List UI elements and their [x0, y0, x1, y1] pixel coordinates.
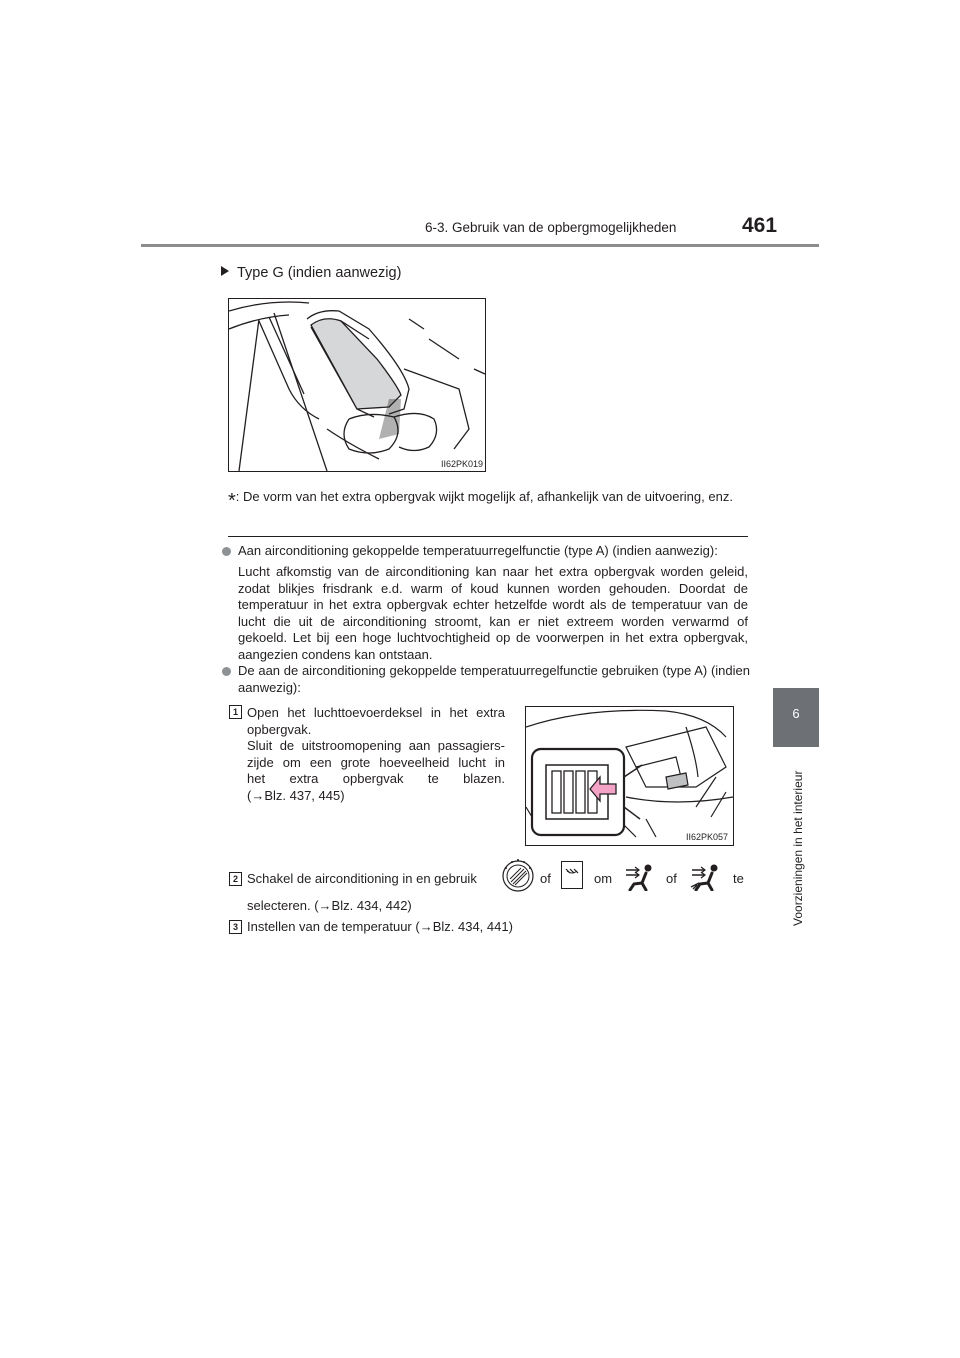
bullet-dot-icon — [222, 667, 231, 676]
or-text: of — [666, 871, 677, 886]
console-drawing — [229, 299, 485, 471]
to-text-end: te — [733, 871, 744, 886]
bullet-item: Aan airconditioning gekoppelde temperatuurregelfunctie (type A) (indien aanwezig): — [222, 543, 750, 560]
section-divider — [228, 536, 748, 537]
face-airflow-icon — [624, 863, 654, 896]
page-number: 461 — [742, 214, 778, 237]
chapter-tab: 6 — [773, 688, 819, 747]
section-title: 6-3. Gebruik van de opbergmogelijkheden — [425, 220, 677, 235]
footnote: *: De vorm van het extra opbergvak wijkt mogelijk af, afhankelijk van de uitvoering, enz. — [228, 489, 733, 512]
step-1-text: Open het luchttoevoerdeksel in het extra opbergvak. Sluit de uitstroomopening aan passagiers- zijde om een grote hoeveelheid lucht in het extra opbergvak te blazen. (→Blz. 437, 445) — [247, 705, 505, 803]
step-2-text-line-2: selecteren. (→Blz. 434, 442) — [247, 898, 412, 913]
step-number: 2 — [229, 872, 242, 886]
face-feet-airflow-icon — [690, 863, 720, 896]
air-outlet-illustration — [525, 706, 734, 846]
chapter-side-label: Voorzieningen in het interieur — [791, 770, 805, 926]
step-3-text: Instellen van de temperatuur (→Blz. 434, 441) — [247, 919, 513, 934]
bullet-item: De aan de airconditioning gekoppelde temperatuurregelfunctie gebruiken (type A) (indien aanwezig): — [222, 663, 750, 696]
bullet-body: Lucht afkomstig van de airconditioning kan naar het extra opbergvak worden geleid, zodat blikjes frisdrank e.d. warm of koud kunnen worden gehouden. Doordat de temperatuur in het extra opbergvak echter hetzelfde wordt als de temperatuur van de lucht die uit de airconditioning stroomt, kan er niet extreem worden verwarmd of gekoeld. Let bij een hoge luchtvochtigheid op de voorwerpen in het extra opbergvak, aangezien condens kan ontstaan. — [238, 564, 748, 662]
figure-code: II62PK057 — [686, 832, 729, 842]
outlet-drawing — [526, 707, 733, 845]
triangle-marker-icon — [221, 266, 229, 276]
console-storage-illustration — [228, 298, 486, 472]
step-number: 3 — [229, 920, 242, 934]
bullet-dot-icon — [222, 547, 231, 556]
vent-button-icon — [561, 861, 583, 894]
step-number: 1 — [229, 705, 242, 719]
header-divider — [141, 244, 819, 247]
type-heading: Type G (indien aanwezig) — [221, 265, 401, 281]
to-text: om — [594, 871, 613, 886]
mode-dial-icon — [500, 858, 536, 899]
step-2-text-line-1: Schakel de airconditioning in en gebruik — [247, 871, 477, 886]
or-text: of — [540, 871, 551, 886]
figure-code: II62PK019 — [441, 459, 484, 469]
